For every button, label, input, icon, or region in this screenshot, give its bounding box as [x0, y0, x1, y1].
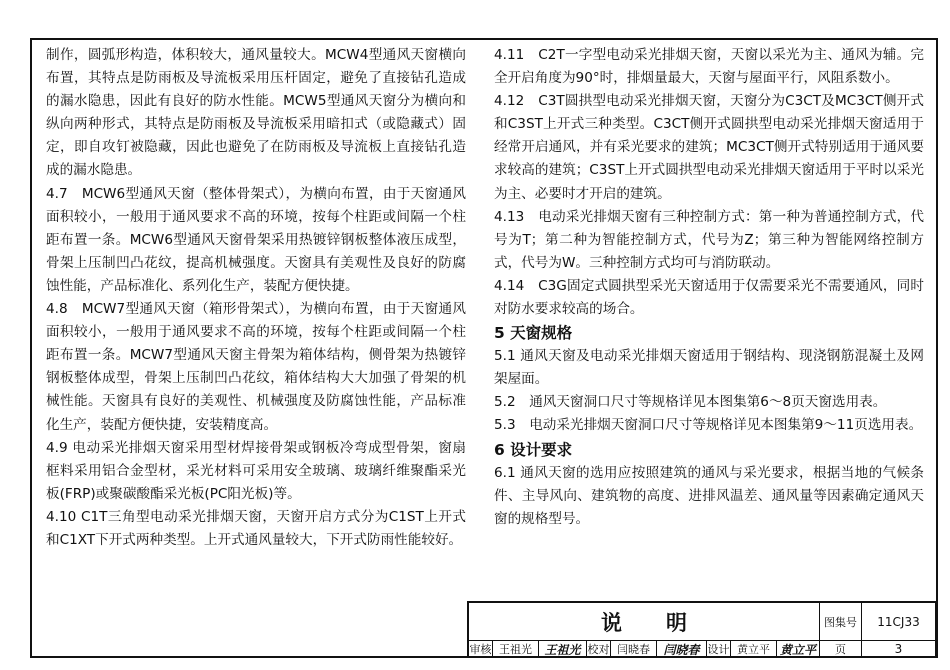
left-text-column — [46, 44, 466, 552]
check-label: 校对 — [587, 643, 610, 656]
review-label: 审核 — [469, 643, 492, 656]
title-block — [467, 601, 936, 658]
paragraph: 制作，圆弧形构造，体积较大，通风量较大。MCW4型通风天窗横向布置，其特点是防雨板及导流板采用压杆固定，避免了直接钻孔造成的漏水隐患，因此有良好的防水性能。MCW5型通风天窗分为横向和纵向两种形式，其特点是防雨板及导流板采用暗扣式（或隐藏式）固定，即自攻钉被隐藏，因此也避免了在防雨板及导流板上直接钻孔造成的漏水隐患。 — [46, 47, 466, 179]
reviewer-name: 王祖光 — [493, 641, 539, 658]
page-number: 3 — [862, 641, 936, 658]
section-heading-5: 5 天窗规格 — [494, 324, 573, 343]
paragraph: 5.3 电动采光排烟天窗洞口尺寸等规格详见本图集第9～11页选用表。 — [494, 417, 923, 434]
checker-name: 闫晓春 — [611, 641, 657, 658]
designer-name: 黄立平 — [731, 641, 777, 658]
paragraph: 4.9 电动采光排烟天窗采用型材焊接骨架或钢板冷弯成型骨架，窗扇框料采用铝合金型材，采光材料可采用安全玻璃、玻璃纤维聚酯采光板(FRP)或聚碳酸酯采光板(PC阳光板)等。 — [46, 439, 466, 502]
atlas-no: 11CJ33 — [862, 603, 936, 641]
reviewer-signature: 王祖光 — [539, 641, 587, 658]
section-heading-6: 6 设计要求 — [494, 440, 573, 459]
atlas-no-label: 图集号 — [820, 603, 862, 641]
paragraph: 4.7 MCW6型通风天窗（整体骨架式），为横向布置，由于天窗通风面积较小，一般用于通风要求不高的环境，按每个柱距或间隔一个柱距布置一条。MCW6型通风天窗骨架采用热镀锌钢板整体液压成型，骨架上压制凹凸花纹，提高机械强度。天窗具有美观性及良好的防腐蚀性能，产品标准化、系列化生产，装配方便快捷。 — [46, 185, 466, 294]
paragraph: 5.2 通风天窗洞口尺寸等规格详见本图集第6～8页天窗选用表。 — [494, 394, 887, 411]
paragraph: 4.11 C2T一字型电动采光排烟天窗，天窗以采光为主、通风为辅。完全开启角度为90°时，排烟量最大，天窗与屋面平行，风阻系数小。 — [494, 47, 924, 87]
design-label: 设计 — [707, 643, 730, 656]
paragraph: 5.1 通风天窗及电动采光排烟天窗适用于钢结构、现浇钢筋混凝土及网架屋面。 — [494, 348, 924, 388]
checker-signature: 闫晓春 — [657, 641, 707, 658]
paragraph: 4.12 C3T圆拱型电动采光排烟天窗，天窗分为C3CT及MC3CT侧开式和C3ST上开式三种类型。C3CT侧开式圆拱型电动采光排烟天窗适用于经常开启通风，并有采光要求的建筑；MC3CT侧开式特别适用于通风要求较高的建筑；C3ST上开式圆拱型电动采光排烟天窗适用于平时以采光为主、必要时才开启的建筑。 — [494, 93, 924, 202]
paragraph: 4.14 C3G固定式圆拱型采光天窗适用于仅需要采光不需要通风，同时对防水要求较高的场合。 — [494, 277, 924, 318]
right-text-column — [494, 44, 924, 531]
page-label: 页 — [820, 641, 862, 658]
designer-signature: 黄立平 — [777, 641, 820, 658]
paragraph: 6.1 通风天窗的选用应按照建筑的通风与采光要求，根据当地的气候条件、主导风向、建筑物的高度、进排风温差、通风量等因素确定通风天窗的规格型号。 — [494, 464, 924, 527]
paragraph: 4.10 C1T三角型电动采光排烟天窗，天窗开启方式分为C1ST上开式和C1XT下开式两种类型。上开式通风量较大，下开式防雨性能较好。 — [46, 508, 466, 548]
paragraph: 4.8 MCW7型通风天窗（箱形骨架式），为横向布置，由于天窗通风面积较小，一般用于通风要求不高的环境，按每个柱距或间隔一个柱距布置一条。MCW7型通风天窗主骨架为箱体结构，侧骨架为热镀锌钢板整体成型，骨架上压制凹凸花纹，箱体结构大大加强了骨架的机械性能。天窗具有良好的美观性、机械强度及防腐蚀性能，产品标准化生产，装配方便快捷，安装精度高。 — [46, 301, 466, 433]
drawing-title: 说明 — [469, 603, 820, 641]
paragraph: 4.13 电动采光排烟天窗有三种控制方式：第一种为普通控制方式，代号为T；第二种为智能控制方式，代号为Z；第三种为智能网络控制方式，代号为W。三种控制方式均可与消防联动。 — [494, 208, 924, 271]
